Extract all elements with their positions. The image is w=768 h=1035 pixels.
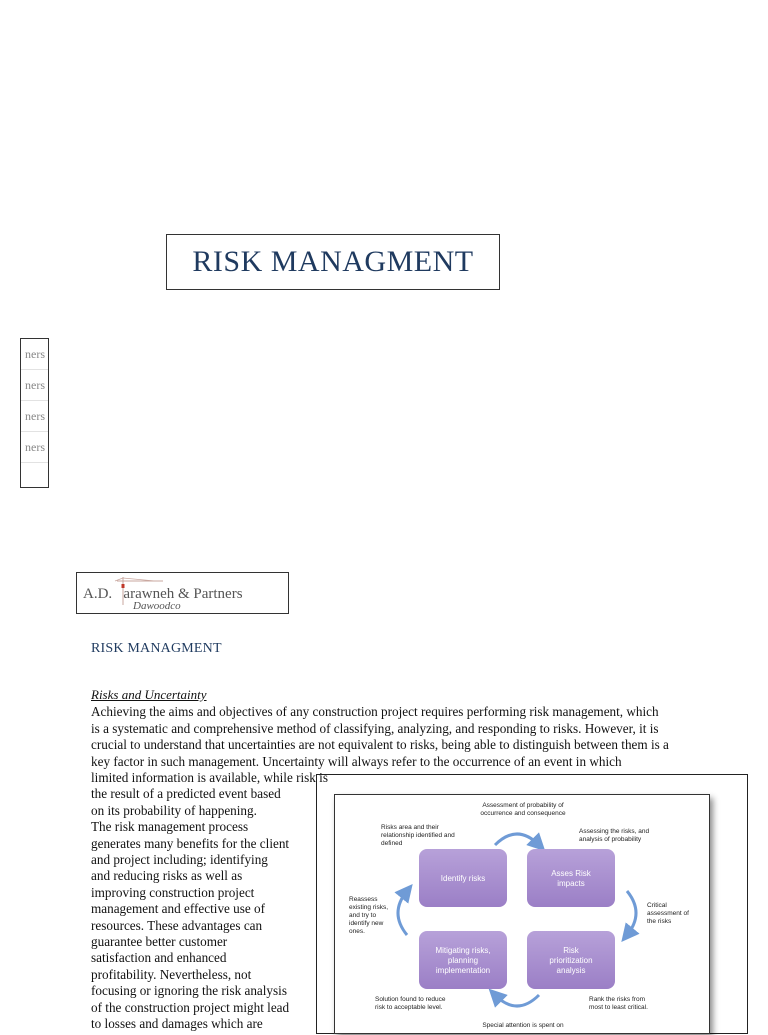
box-label: planning — [447, 956, 479, 965]
paragraph-line: and reducing risks as well as — [91, 868, 243, 884]
paragraph-line: Achieving the aims and objectives of any construction project requires performing risk management, which — [91, 704, 659, 719]
note-top-left — [381, 824, 455, 847]
note-line: identify new — [349, 920, 384, 927]
note-line: Risks area and their — [381, 824, 439, 831]
company-logo — [76, 572, 289, 614]
note-line: analysis of probability — [579, 836, 642, 843]
paragraph-line: on its probability of happening. — [91, 802, 257, 818]
paragraph-line: generates many benefits for the client — [91, 835, 290, 851]
note-bottom — [482, 1022, 564, 1029]
identify-risks-box — [419, 849, 507, 907]
paragraph-line: satisfaction and enhanced — [91, 950, 227, 966]
note-left — [349, 896, 388, 935]
cycle-arrow-bottom — [495, 995, 539, 1006]
paragraph-line: guarantee better customer — [91, 934, 228, 950]
box-label: prioritization — [549, 956, 593, 965]
note-top — [480, 802, 566, 817]
paragraph-line: The risk management process — [91, 819, 249, 835]
prioritization-box — [527, 931, 615, 989]
note-bottom-left — [375, 996, 446, 1011]
note-line: risk to acceptable level. — [375, 1004, 443, 1011]
note-line: existing risks, — [349, 904, 389, 911]
note-line: Assessment of probability of — [482, 802, 564, 809]
note-line: most to least critical. — [589, 1004, 648, 1011]
paragraph-line: key factor in such management. Uncertainty will always refer to the occurrence of an event in which — [91, 753, 622, 769]
box-label: implementation — [435, 966, 491, 975]
subheading: Risks and Uncertainty — [91, 687, 207, 702]
note-line: occurrence and consequence — [480, 810, 566, 817]
note-line: Solution found to reduce — [375, 996, 446, 1003]
sheet-tab[interactable]: ners — [21, 370, 48, 401]
box-label: Identify risks — [440, 874, 486, 883]
note-bottom-right — [589, 996, 648, 1011]
box-label: Risk — [563, 946, 579, 955]
mitigating-risks-box — [419, 931, 507, 989]
note-line: Rank the risks from — [589, 996, 645, 1003]
box-label: Asses Risk — [551, 869, 591, 878]
paragraph-line: of the construction project might lead — [91, 999, 290, 1015]
box-label: impacts — [557, 879, 585, 888]
assess-impacts-box — [527, 849, 615, 907]
paragraph-line: crucial to understand that uncertainties are not equivalent to risks, being able to distinguish between them is a — [91, 737, 669, 752]
note-line: Special attention is spent on — [482, 1022, 564, 1029]
risk-cycle-figure — [334, 794, 710, 1034]
paragraph-line: is a systematic and comprehensive method of classifying, analyzing, and responding to risks. However, it is — [91, 720, 659, 736]
logo-subtitle: Dawoodco — [133, 600, 181, 612]
cycle-arrow-right — [627, 891, 636, 935]
logo-text: A.D. arawneh & Partners — [83, 586, 243, 602]
note-right — [647, 902, 689, 925]
sheet-tab-strip — [20, 338, 49, 488]
note-line: assessment of — [647, 910, 689, 917]
document-title: RISK MANAGMENT — [192, 245, 474, 278]
body-paragraph — [91, 770, 328, 1033]
note-line: Reassess — [349, 896, 378, 903]
note-line: the risks — [647, 918, 672, 925]
paragraph-line: profitability. Nevertheless, not — [91, 966, 252, 982]
paragraph-line: improving construction project — [91, 884, 255, 900]
sheet-tab[interactable]: ners — [21, 401, 48, 432]
intro-paragraph — [91, 704, 721, 770]
box-label: Mitigating risks, — [435, 946, 491, 955]
sheet-tab[interactable]: ners — [21, 339, 48, 370]
note-line: relationship identified and — [381, 832, 455, 839]
paragraph-line: limited information is available, while risk is — [91, 770, 328, 785]
note-line: ones. — [349, 928, 365, 935]
note-line: and try to — [349, 912, 377, 919]
box-label: analysis — [556, 966, 586, 975]
cycle-arrow-top — [495, 834, 539, 845]
note-top-right — [579, 828, 649, 843]
paragraph-line: and project including; identifying — [91, 852, 268, 868]
note-line: Assessing the risks, and — [579, 828, 650, 835]
sheet-tab[interactable]: ners — [21, 432, 48, 463]
cycle-arrow-left — [398, 891, 407, 935]
paragraph-line: focusing or ignoring the risk analysis — [91, 983, 287, 999]
paragraph-line: the result of a predicted event based — [91, 786, 281, 802]
paragraph-line: resources. These advantages can — [91, 917, 263, 933]
section-heading: RISK MANAGMENT — [91, 641, 222, 656]
risk-cycle-diagram — [335, 795, 711, 1035]
paragraph-line: management and effective use of — [91, 901, 266, 917]
paragraph-line: to losses and damages which are — [91, 1016, 263, 1032]
note-line: Critical — [647, 902, 667, 909]
document-title-box — [166, 234, 500, 290]
note-line: defined — [381, 840, 403, 847]
